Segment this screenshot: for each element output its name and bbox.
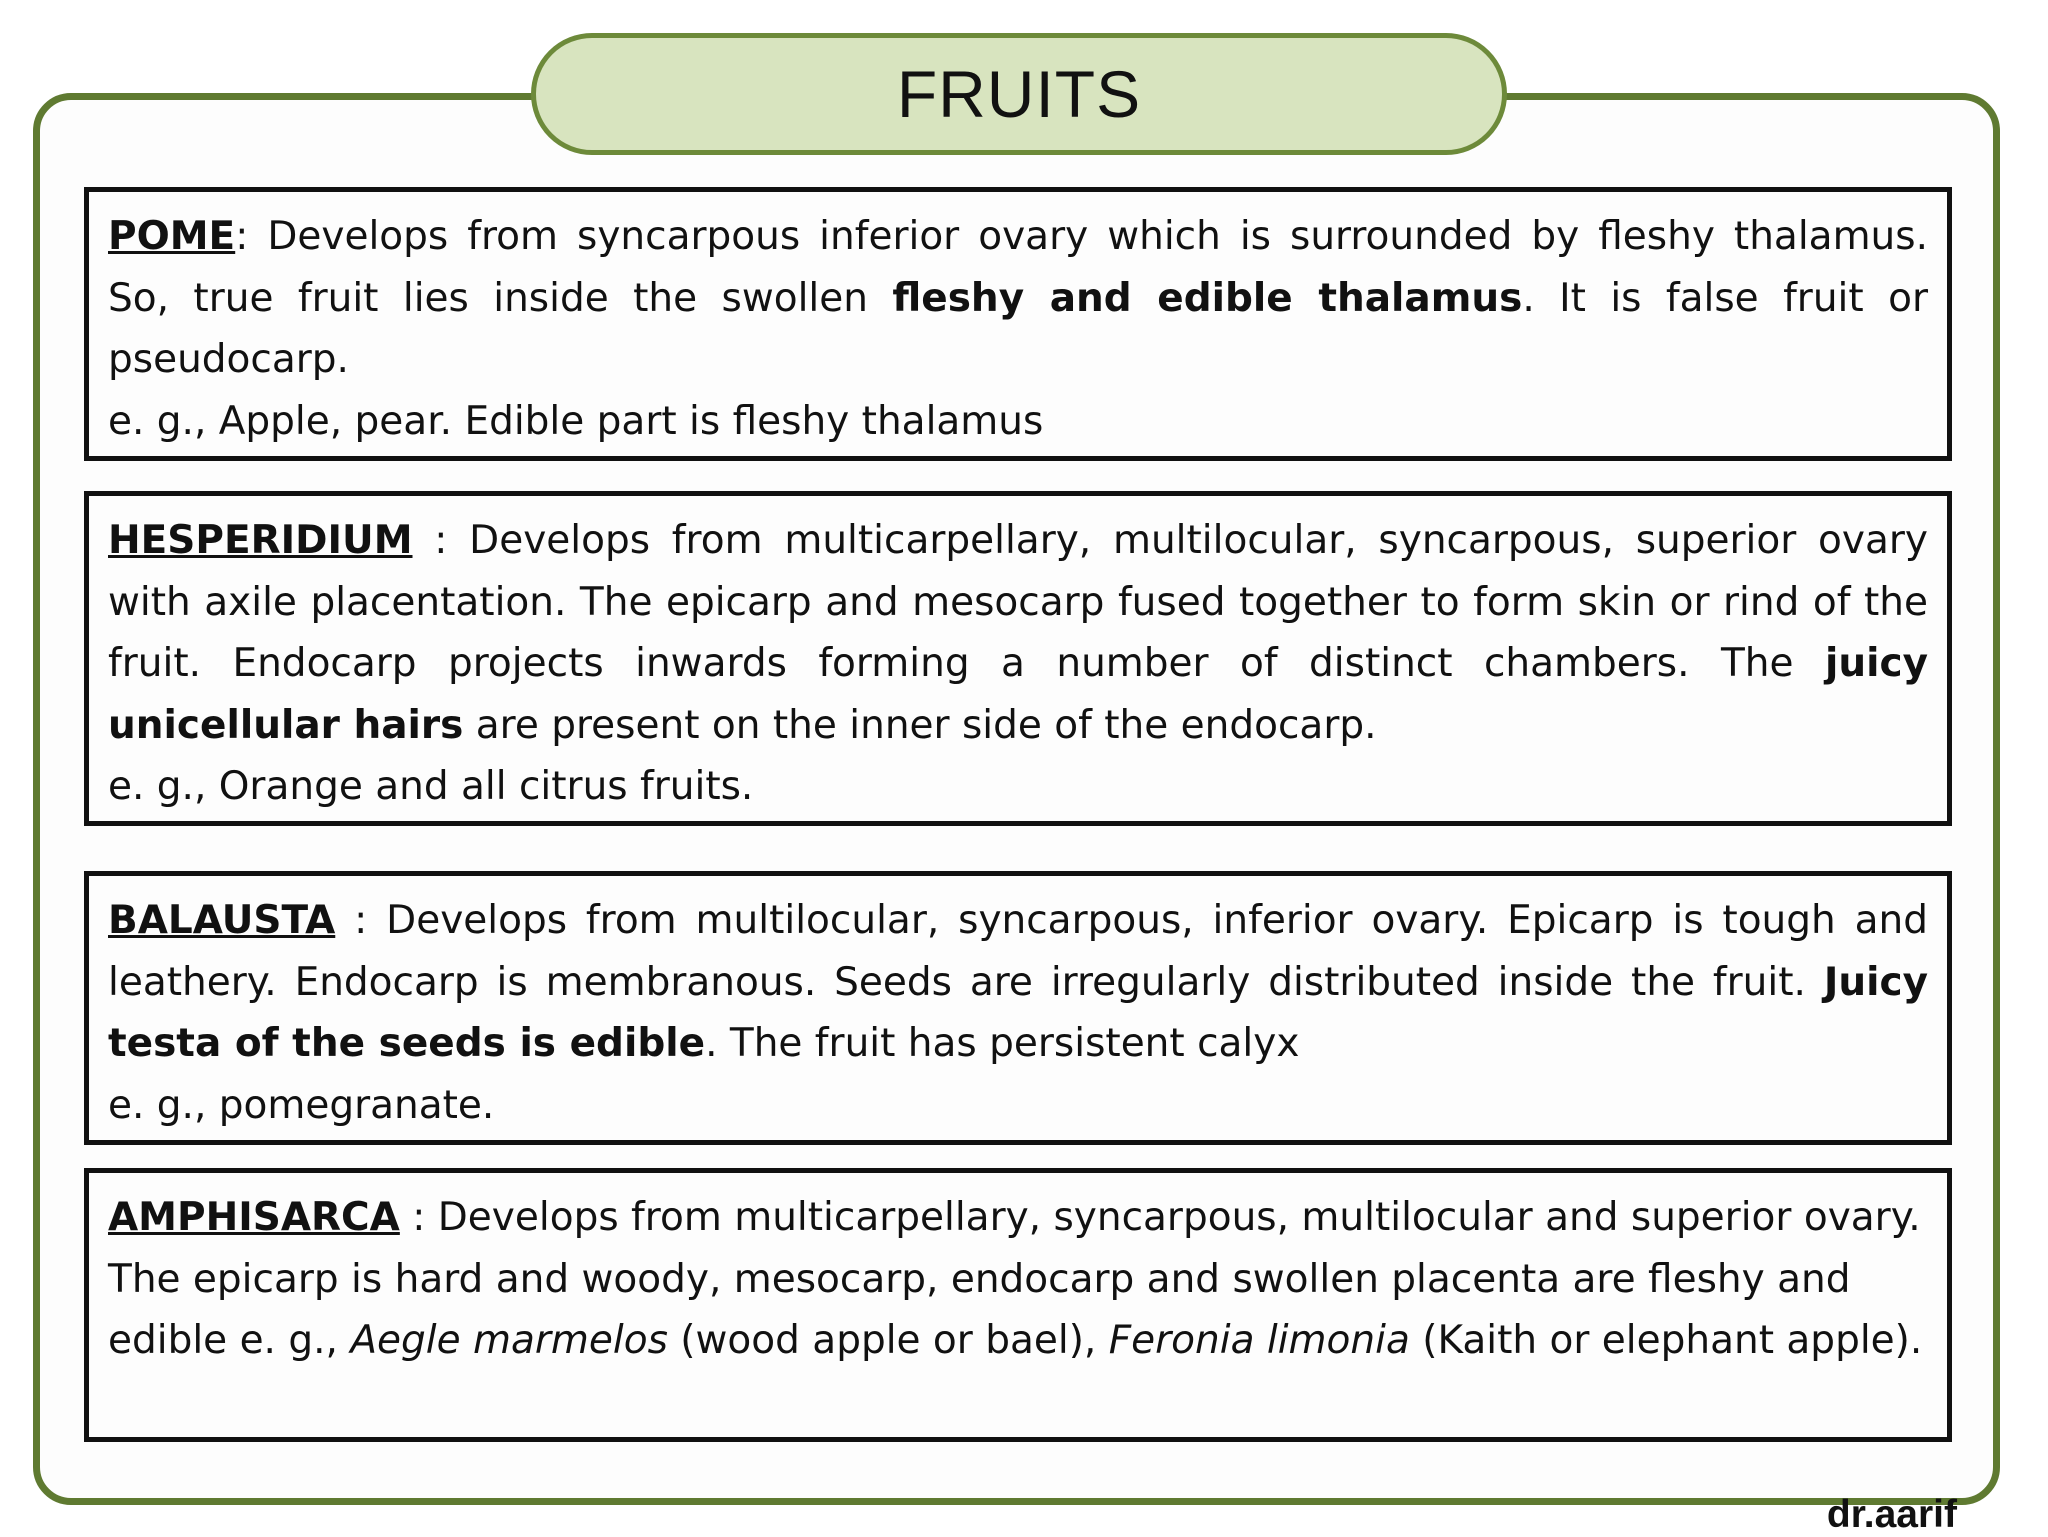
definition-segment: Develops from syncarpous inferior ovary which is surrounded by fleshy thalamus. So, true fruit lies inside the swollen: [108, 214, 1928, 321]
term-separator: :: [412, 518, 470, 563]
term-heading: HESPERIDIUM: [108, 518, 413, 563]
term-heading: POME: [108, 214, 236, 259]
definition-emphasis: fleshy and edible thalamus: [892, 275, 1523, 321]
definition-box-pome: [84, 187, 1952, 461]
title-banner: [531, 33, 1507, 155]
definition-text: [108, 1187, 1928, 1372]
example-line: e. g., Orange and all citrus fruits.: [108, 764, 754, 809]
definition-segment: . It is false fruit or pseudocarp.: [108, 275, 1928, 382]
definition-emphasis: juicy unicellular hairs: [108, 641, 1928, 748]
definition-segment: (wood apple or bael),: [667, 1318, 1109, 1363]
term-heading: AMPHISARCA: [108, 1195, 400, 1240]
term-separator: :: [335, 898, 387, 943]
definition-box-hesperidium: [84, 491, 1952, 826]
definition-emphasis: Juicy testa of the seeds is edible: [108, 959, 1928, 1066]
definition-box-balausta: [84, 871, 1952, 1145]
definition-text: [108, 206, 1928, 391]
term-separator: :: [235, 214, 268, 259]
example-line: e. g., Apple, pear. Edible part is fleshy thalamus: [108, 398, 1044, 444]
definition-box-amphisarca: [84, 1168, 1952, 1442]
definition-segment: . The fruit has persistent calyx: [705, 1021, 1300, 1066]
definition-text: [108, 510, 1928, 756]
definition-segment: Develops from multilocular, syncarpous, inferior ovary. Epicarp is tough and leathery. Endocarp is membranous. Seeds are irregularly distributed inside the fruit.: [108, 898, 1928, 1005]
term-heading: BALAUSTA: [108, 898, 336, 943]
definition-segment: Develops from multicarpellary, multilocular, syncarpous, superior ovary with axile placentation. The epicarp and mesocarp fused together to form skin or rind of the fruit. Endocarp projects inwards forming a number of distinct chambers. The: [108, 518, 1928, 686]
page-title: FRUITS: [896, 57, 1142, 131]
scientific-name: Aegle marmelos: [350, 1318, 668, 1363]
term-separator: :: [399, 1195, 438, 1240]
definition-segment: are present on the inner side of the endocarp.: [463, 702, 1377, 748]
definition-segment: Develops from multicarpellary, syncarpous, multilocular and superior ovary. The epicarp is hard and woody, mesocarp, endocarp and swollen placenta are fleshy and edible e. g.,: [108, 1195, 1921, 1363]
example-line: e. g., pomegranate.: [108, 1082, 495, 1128]
author-credit: dr.aarif: [1826, 1493, 1957, 1536]
definition-segment: (Kaith or elephant apple).: [1409, 1318, 1923, 1363]
scientific-name: Feronia limonia: [1108, 1318, 1410, 1363]
definition-text: [108, 890, 1928, 1075]
